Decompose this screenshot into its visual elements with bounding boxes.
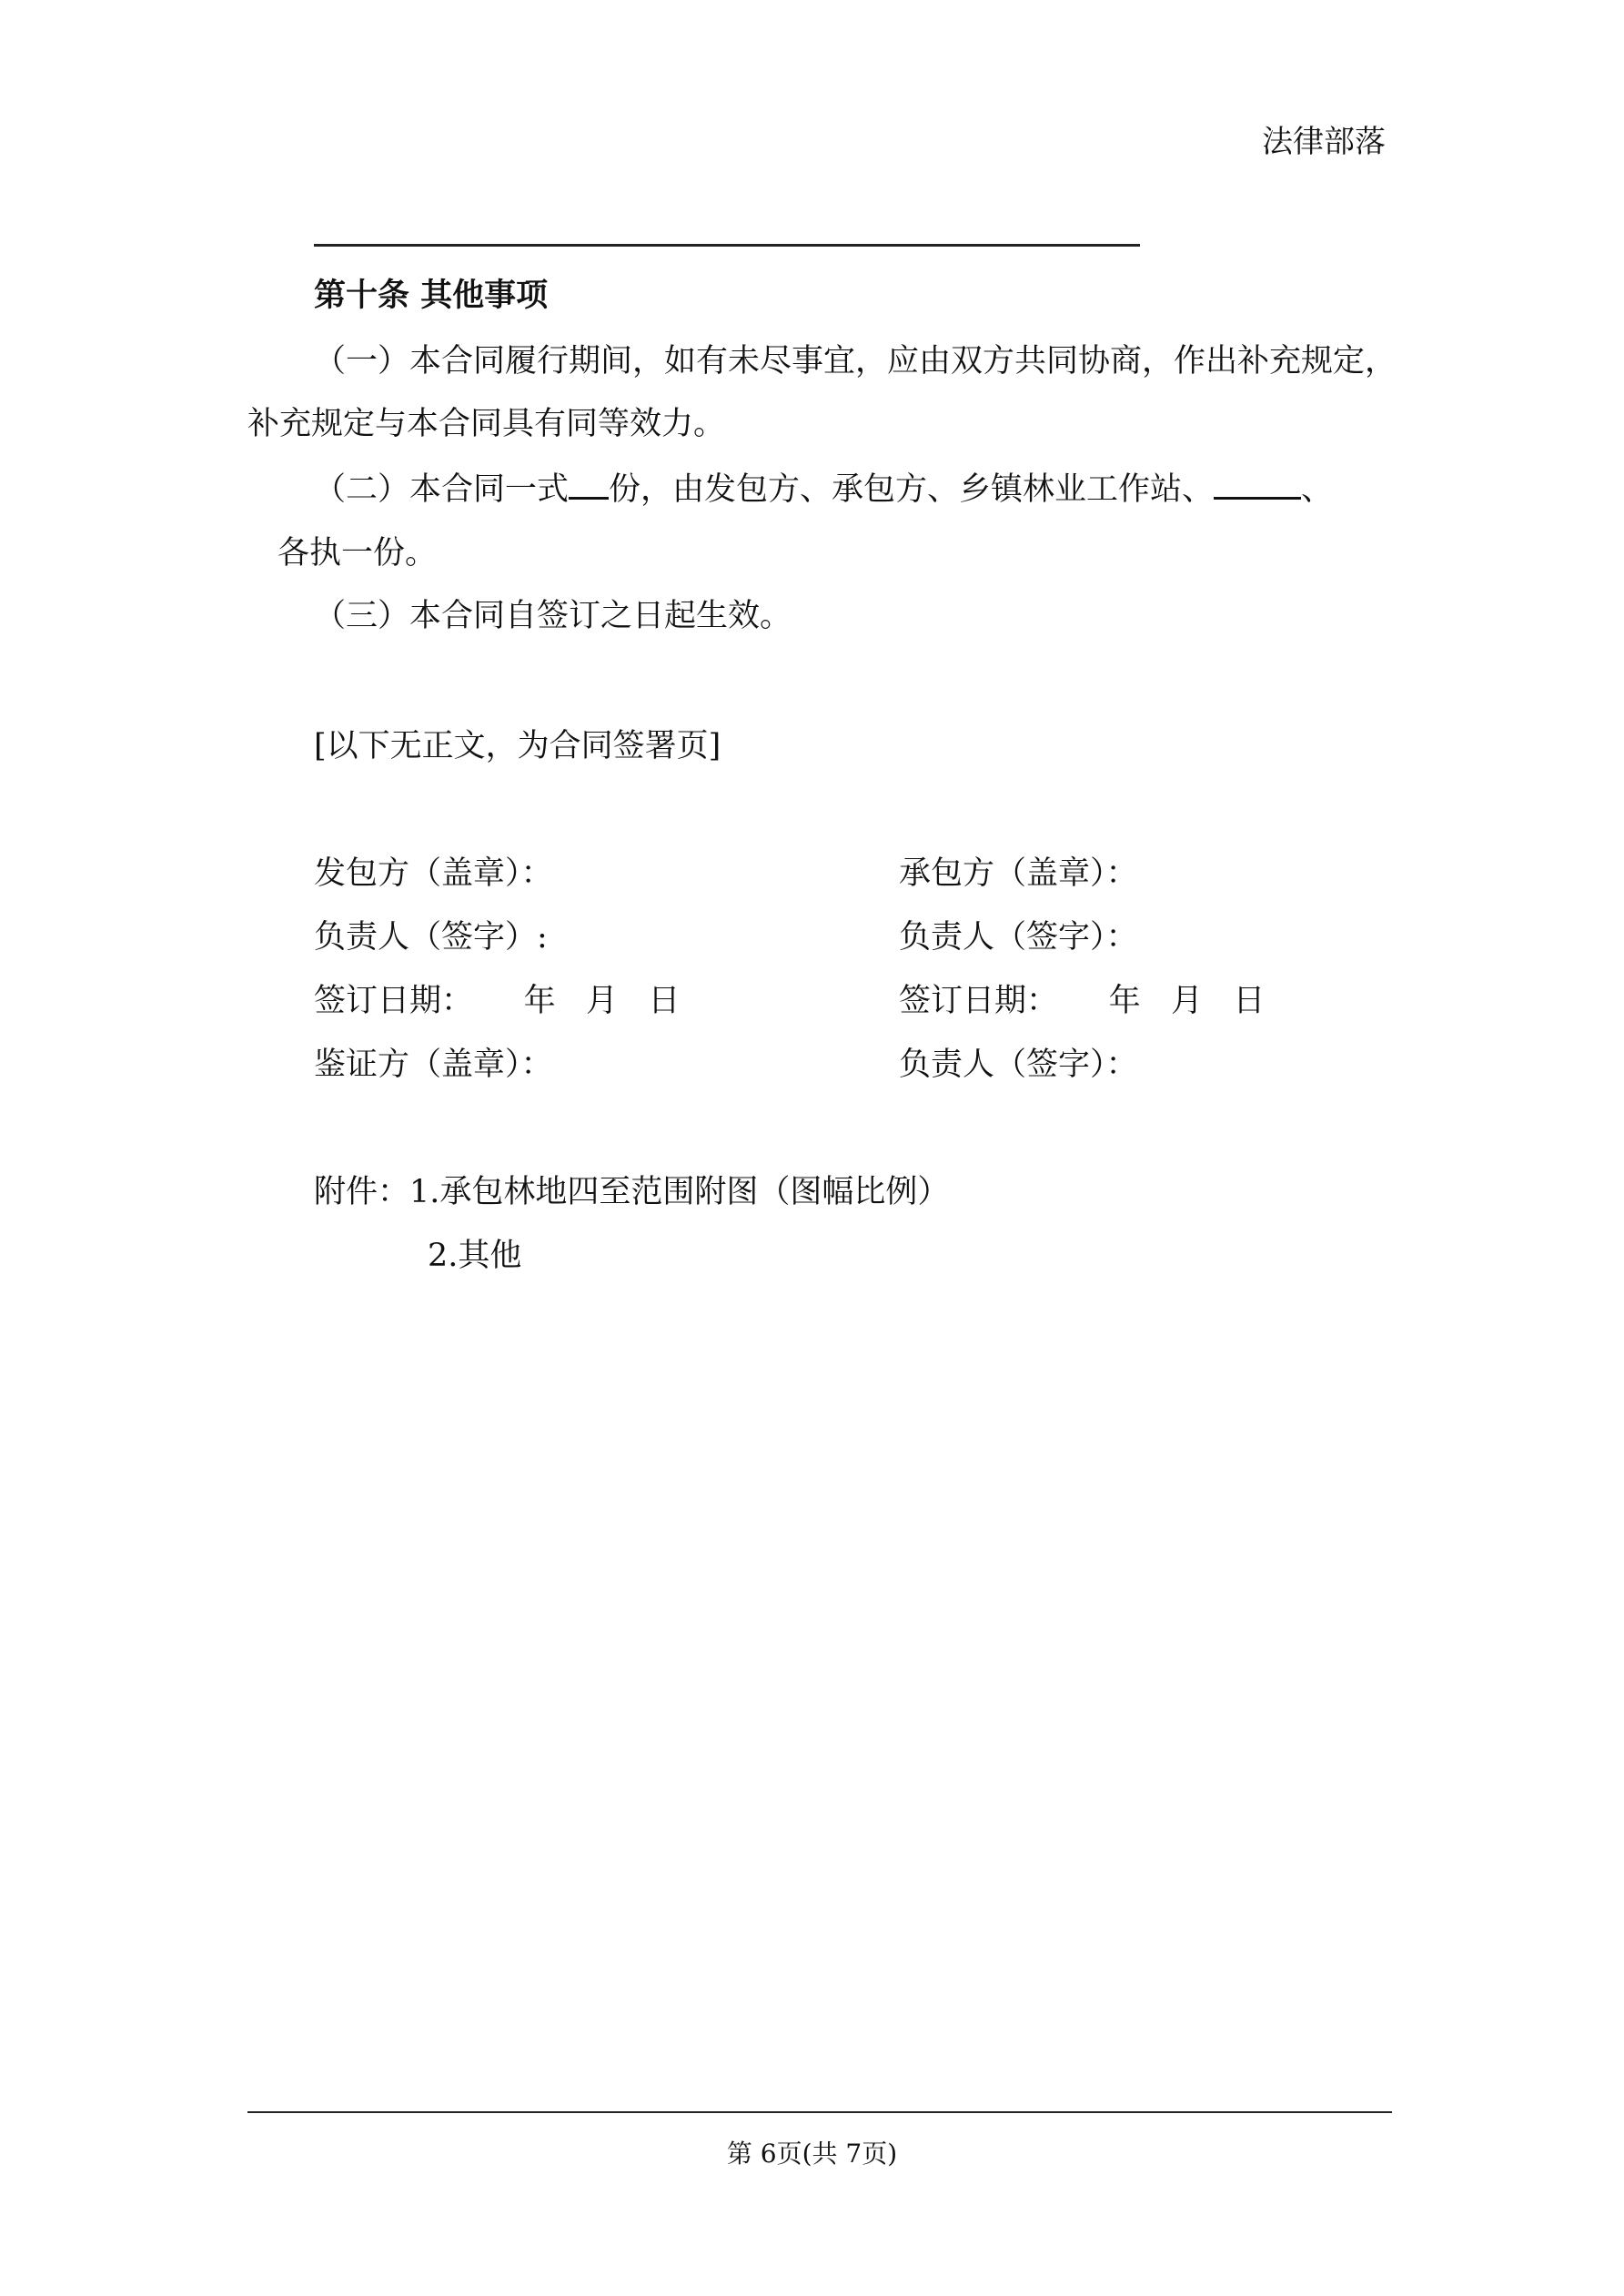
issuer-seal: 发包方（盖章）： [314, 855, 553, 892]
contractor-representative-signature: 负责人（签字）： [899, 919, 1138, 956]
page-number: 第 6页(共 7页) [726, 2139, 898, 2169]
paragraph-1-line-2: 补充规定与本合同具有同等效力。 [247, 406, 726, 442]
attachment-line-2: 2.其他 [428, 1238, 522, 1274]
header-brand: 法律部落 [1262, 124, 1386, 160]
contractor-seal: 承包方（盖章）： [899, 855, 1138, 892]
paragraph-1-line-1: （一）本合同履行期间，如有未尽事宜，应由双方共同协商，作出补充规定， [314, 343, 1397, 379]
paragraph-2-part-1: （二）本合同一式 [314, 471, 570, 508]
article-title: 第十条 其他事项 [314, 277, 549, 314]
issuer-signing-date: 签订日期： 年 月 日 [314, 983, 681, 1019]
top-rule [314, 244, 1140, 247]
witness-seal: 鉴证方（盖章）： [314, 1047, 553, 1083]
witness-representative-signature: 负责人（签字）： [899, 1047, 1138, 1083]
signature-page-note: [以下无正文，为合同签署页] [314, 728, 721, 764]
copies-blank [569, 466, 609, 500]
attachment-line-1: 附件：1.承包林地四至范围附图（图幅比例） [314, 1174, 950, 1210]
issuer-representative-signature: 负责人（签字）: [314, 919, 548, 956]
paragraph-3: （三）本合同自签订之日起生效。 [314, 598, 792, 634]
contractor-signing-date: 签订日期： 年 月 日 [899, 983, 1266, 1019]
paragraph-2-part-3: 、 [1301, 471, 1334, 508]
party-blank [1214, 466, 1301, 500]
paragraph-2-line-1 [314, 466, 1333, 512]
paragraph-2-line-2: 各执一份。 [277, 535, 438, 571]
paragraph-2-part-2: 份，由发包方、承包方、乡镇林业工作站、 [609, 471, 1215, 508]
footer-rule [247, 2111, 1392, 2113]
